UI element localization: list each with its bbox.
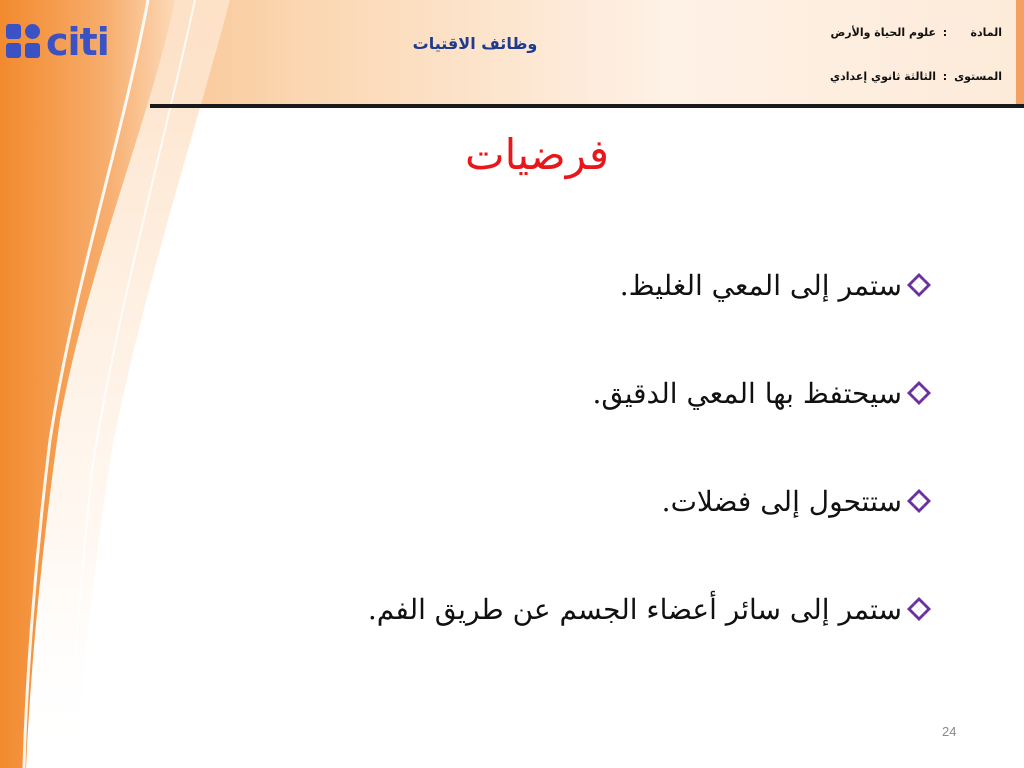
header-divider xyxy=(150,104,1024,108)
list-item xyxy=(212,256,932,314)
decorative-swoosh xyxy=(0,0,230,768)
list-item-text: ستمر إلى المعي الغليظ. xyxy=(619,268,902,302)
list-item-text: ستتحول إلى فضلات. xyxy=(661,484,902,518)
diamond-bullet-icon xyxy=(906,488,932,514)
list-item xyxy=(212,580,932,638)
level-label: المستوى xyxy=(954,70,1002,83)
citi-logo xyxy=(6,18,126,66)
subject-label: المادة xyxy=(970,26,1002,39)
list-item-text: سيحتفظ بها المعي الدقيق. xyxy=(592,376,902,410)
logo-text: citi xyxy=(46,20,109,64)
header-edge-stripe xyxy=(1016,0,1024,108)
level-row xyxy=(830,70,1002,83)
diamond-bullet-icon xyxy=(906,272,932,298)
subject-value: علوم الحياة والأرض xyxy=(830,26,936,39)
slide-number: 24 xyxy=(942,724,957,739)
subject-separator: : xyxy=(942,26,948,39)
level-separator: : xyxy=(942,70,948,83)
subject-row xyxy=(831,26,1003,39)
list-item xyxy=(212,472,932,530)
diamond-bullet-icon xyxy=(906,380,932,406)
list-item-text: ستمر إلى سائر أعضاء الجسم عن طريق الفم. xyxy=(367,592,902,626)
level-value: الثالثة ثانوي إعدادي xyxy=(830,70,936,83)
lesson-title: وظائف الاقتيات xyxy=(412,34,538,53)
citi-logo-mark-icon xyxy=(6,24,42,60)
list-item xyxy=(212,364,932,422)
hypotheses-list xyxy=(212,256,932,688)
diamond-bullet-icon xyxy=(906,596,932,622)
hypotheses-title: فرضيات xyxy=(465,130,609,179)
